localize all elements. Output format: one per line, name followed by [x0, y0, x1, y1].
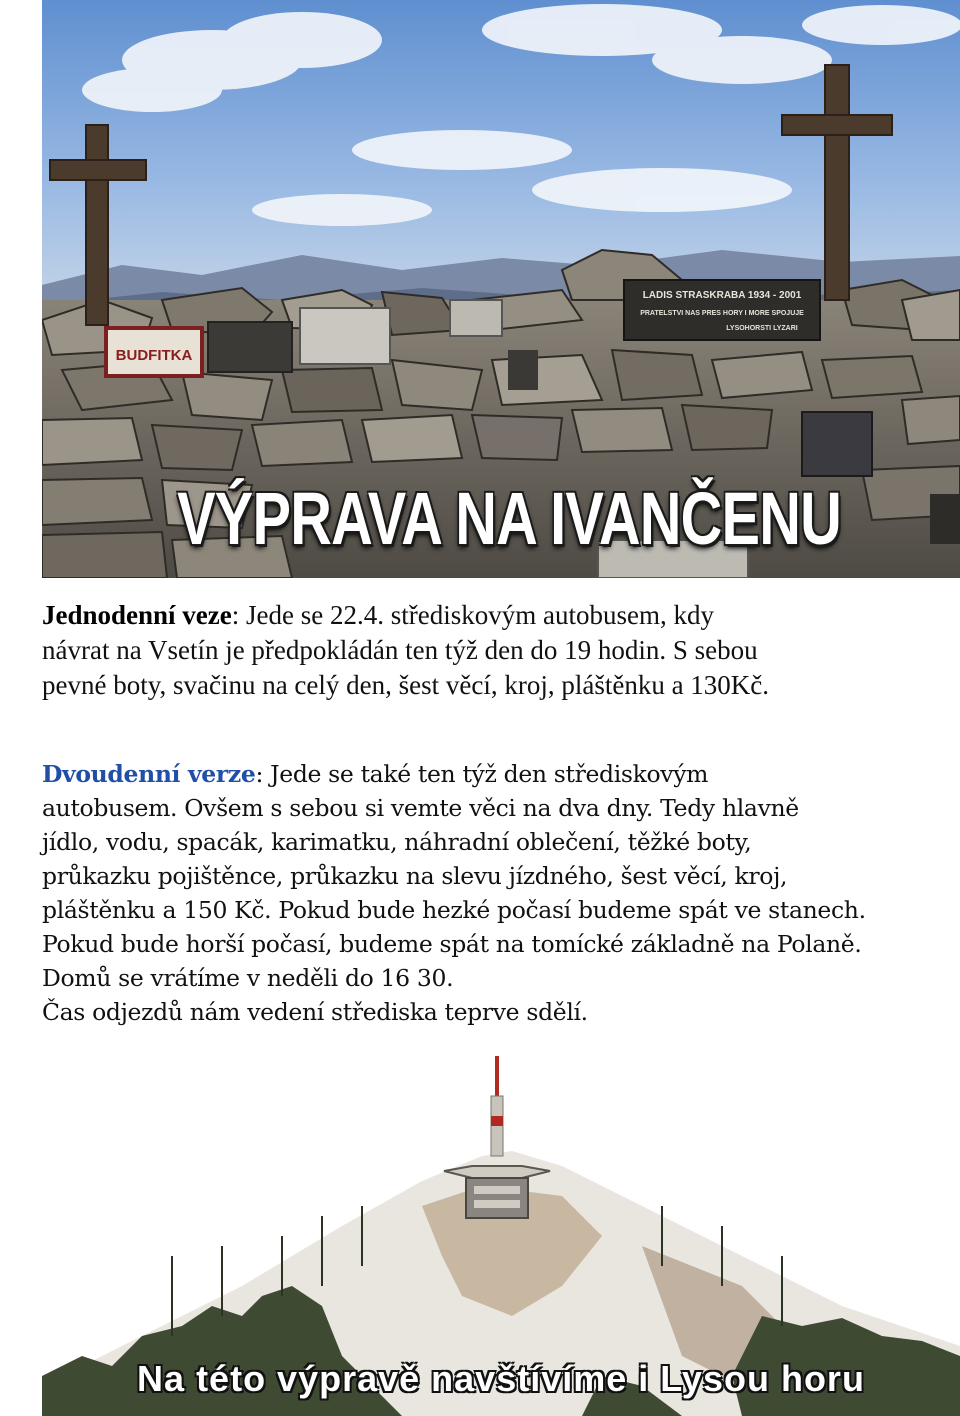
hero-title: VÝPRAVA NA IVANČENU	[177, 477, 842, 560]
plaque-edge	[930, 494, 960, 544]
two-day-label: Dvoudenní verze	[42, 760, 256, 788]
svg-text:LYSOHORSTI LYZARI: LYSOHORSTI LYZARI	[726, 325, 798, 332]
plaque-grey	[300, 308, 390, 364]
plaque-right	[624, 280, 820, 340]
bottom-caption: Na této výpravě navštívíme i Lysou horu	[137, 1358, 865, 1399]
one-day-line: návrat na Vsetín je předpokládán ten týž den do 19 hodin. S sebou	[42, 635, 758, 665]
one-day-line: pevné boty, svačinu na celý den, šest věcí, kroj, pláštěnku a 130Kč.	[42, 670, 770, 700]
two-day-line: průkazku pojištěnce, průkazku na slevu jízdného, šest věcí, kroj,	[42, 862, 788, 890]
two-day-line: jídlo, vodu, spacák, karimatku, náhradní oblečení, těžké boty,	[42, 828, 752, 856]
one-day-label: Jednodenní veze	[42, 600, 232, 630]
two-day-line: Čas odjezdů nám vedení střediska teprve sdělí.	[42, 998, 588, 1026]
one-day-line: Jednodenní veze: Jede se 22.4. střediskovým autobusem, kdy	[42, 600, 714, 630]
plaque-dark	[208, 322, 292, 372]
plaque-lower-right	[802, 412, 872, 476]
svg-text:BUDFITKA: BUDFITKA	[115, 347, 193, 364]
plaque-small-dark	[508, 350, 538, 390]
two-day-section	[42, 757, 952, 1029]
bottom-photo	[42, 1056, 960, 1416]
two-day-line: autobusem. Ovšem s sebou si vemte věci na dva dny. Tedy hlavně	[42, 794, 799, 822]
hero-photo	[42, 0, 960, 578]
two-day-line: Domů se vrátíme v neděli do 16 30.	[42, 964, 454, 992]
plaque-left	[106, 328, 202, 376]
two-day-line: Pokud bude horší počasí, budeme spát na tomícké základně na Polaně.	[42, 930, 862, 958]
two-day-line: Dvoudenní verze: Jede se také ten týž den střediskovým	[42, 760, 709, 788]
two-day-line: pláštěnku a 150 Kč. Pokud bude hezké počasí budeme spát ve stanech.	[42, 896, 866, 924]
svg-text:LADIS STRASKRABA 1934 - 2001: LADIS STRASKRABA 1934 - 2001	[642, 290, 802, 301]
one-day-section	[42, 598, 952, 703]
plaque-small	[450, 300, 502, 336]
svg-text:PRATELSTVI NAS PRES HORY I MOR: PRATELSTVI NAS PRES HORY I MORE SPOJUJE	[640, 310, 804, 317]
